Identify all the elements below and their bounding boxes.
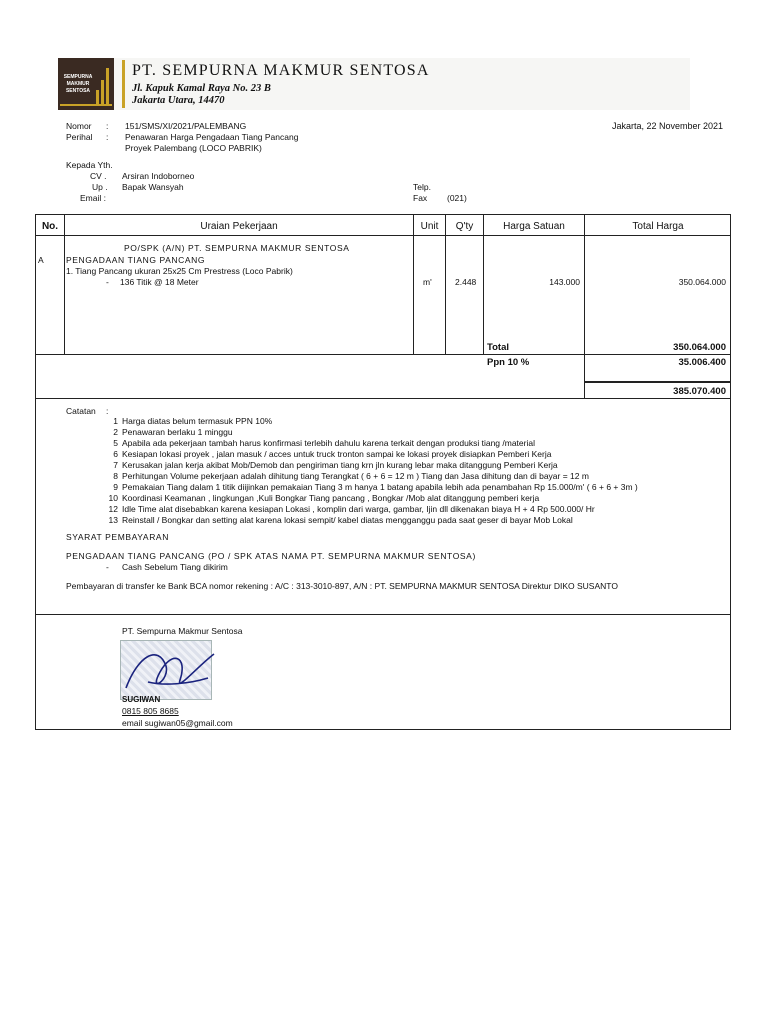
perihal-label: Perihal (66, 132, 93, 142)
bank-info: Pembayaran di transfer ke Bank BCA nomor rekening : A/C : 313-3010-897, A/N : PT. SEMPURNA MAKMUR SENTOSA Direktur DIKO SUSANTO (66, 581, 618, 591)
note-number: 13 (108, 515, 118, 525)
nomor-label: Nomor (66, 121, 92, 131)
col-header-harga: Harga Satuan (503, 221, 565, 232)
logo-bars-icon (96, 64, 112, 104)
col-header-qty: Q'ty (455, 221, 474, 232)
perihal-value-1: Penawaran Harga Pengadaan Tiang Pancang (125, 132, 299, 142)
fax-value: (021) (447, 193, 467, 203)
letter-date: Jakarta, 22 November 2021 (612, 121, 724, 131)
note-number: 12 (108, 504, 118, 514)
section-title: PENGADAAN TIANG PANCANG (66, 255, 206, 265)
ppn-label: Ppn 10 % (487, 357, 530, 368)
item-price: 143.000 (549, 277, 580, 287)
cv-value: Arsiran Indoborneo (122, 171, 195, 181)
note-number: 7 (113, 460, 118, 470)
quotation-table (35, 214, 731, 399)
note-text: Perhitungan Volume pekerjaan adalah dihitung tiang Terangkat ( 6 + 6 = 12 m ) Tiang dan Jasa dihitung dan di bayar = 12 m (122, 471, 589, 481)
letterhead-divider (122, 60, 125, 108)
grand-total: 385.070.400 (673, 386, 726, 397)
cash-text: Cash Sebelum Tiang dikirim (122, 562, 228, 572)
note-text: Idle Time alat disebabkan karena kesiapan Lokasi , komplin dari warga, gambar, Ijin dll dikenakan biaya H + 4 Rp 500.000/ Hr (122, 504, 595, 514)
perihal-value-2: Proyek Palembang (LOCO PABRIK) (125, 143, 262, 153)
syarat-title: SYARAT PEMBAYARAN (66, 532, 169, 542)
item-amount: 350.064.000 (678, 277, 726, 287)
up-value: Bapak Wansyah (122, 182, 184, 192)
note-text: Kesiapan lokasi proyek , jalan masuk / acces untuk truck tronton sampai ke lokasi proyek disiapkan Pemberi Kerja (122, 449, 552, 459)
letterhead (58, 58, 690, 110)
signer-phone: 0815 805 8685 (122, 706, 179, 716)
fax-label: Fax (413, 193, 428, 203)
note-number: 9 (113, 482, 118, 492)
note-number: 2 (113, 427, 118, 437)
signer-email: email sugiwan05@gmail.com (122, 718, 233, 728)
cv-label: CV . (90, 171, 107, 181)
nomor-colon: : (106, 121, 109, 131)
note-text: Pemakaian Tiang dalam 1 titik diijinkan pemakaian Tiang 3 m hanya 1 batang apabila lebih ada penambahan Rp 15.000/m' ( 6 + 6 + 3m ) (122, 482, 638, 492)
table-body-divider (35, 354, 731, 355)
note-number: 1 (113, 416, 118, 426)
telp-label: Telp. (413, 182, 431, 192)
col-header-uraian: Uraian Pekerjaan (200, 221, 278, 232)
signature-company: PT. Sempurna Makmur Sentosa (122, 626, 243, 636)
sub-item-dash: - (106, 277, 109, 287)
row-no: A (38, 255, 44, 265)
po-title: PO/SPK (A/N) PT. SEMPURNA MAKMUR SENTOSA (124, 243, 350, 253)
cash-dash: - (106, 562, 109, 572)
item-unit: m' (423, 277, 432, 287)
col-header-unit: Unit (420, 221, 439, 232)
note-text: Harga diatas belum termasuk PPN 10% (122, 416, 273, 426)
handwritten-signature (118, 636, 228, 704)
sub-item-description: 136 Titik @ 18 Meter (120, 277, 199, 287)
note-number: 8 (113, 471, 118, 481)
email-label: Email : (80, 193, 106, 203)
nomor-value: 151/SMS/XI/2021/PALEMBANG (125, 121, 247, 131)
company-address-1: Jl. Kapuk Kamal Raya No. 23 B (132, 83, 271, 94)
note-number: 6 (113, 449, 118, 459)
company-address-2: Jakarta Utara, 14470 (132, 95, 225, 106)
note-text: Apabila ada pekerjaan tambah harus konfirmasi terlebih dahulu karena terkait dengan produksi tiang /material (122, 438, 535, 448)
notes-label: Catatan (66, 406, 96, 416)
note-number: 5 (113, 438, 118, 448)
note-number: 10 (108, 493, 118, 503)
signer-name: SUGIWAN (122, 695, 161, 704)
logo-text-1: SEMPURNA (63, 74, 93, 80)
company-name: PT. SEMPURNA MAKMUR SENTOSA (132, 62, 430, 79)
note-text: Reinstall / Bongkar dan setting alat karena lokasi sempit/ kabel diatas mengganggu pada saat geser di bayar Mob Lokal (122, 515, 573, 525)
item-description: 1. Tiang Pancang ukuran 25x25 Cm Prestress (Loco Pabrik) (66, 266, 293, 276)
ppn-value: 35.006.400 (678, 357, 726, 368)
logo-text-2: MAKMUR (66, 81, 90, 87)
col-header-total: Total Harga (632, 221, 684, 232)
table-header-divider (35, 235, 731, 236)
pengadaan-text: PENGADAAN TIANG PANCANG (PO / SPK ATAS NAMA PT. SEMPURNA MAKMUR SENTOSA) (66, 551, 476, 561)
kepada-label: Kepada Yth. (66, 160, 113, 170)
item-qty: 2.448 (455, 277, 477, 287)
note-text: Koordinasi Keamanan , lingkungan ,Kuli Bongkar Tiang pancang , Bongkar /Mob alat ditanggung pemberi kerja (122, 493, 540, 503)
total-label: Total (487, 342, 509, 353)
total-value: 350.064.000 (673, 342, 726, 353)
notes-colon: : (106, 406, 109, 416)
company-logo (58, 58, 114, 110)
up-label: Up . (92, 182, 108, 192)
perihal-colon: : (106, 132, 109, 142)
col-header-no: No. (41, 221, 59, 232)
logo-text-3: SENTOSA (65, 88, 91, 94)
note-text: Penawaran berlaku 1 minggu (122, 427, 233, 437)
note-text: Kerusakan jalan kerja akibat Mob/Demob dan pengiriman tiang krn jln kurang lebar maka ditanggung Pemberi Kerja (122, 460, 558, 470)
